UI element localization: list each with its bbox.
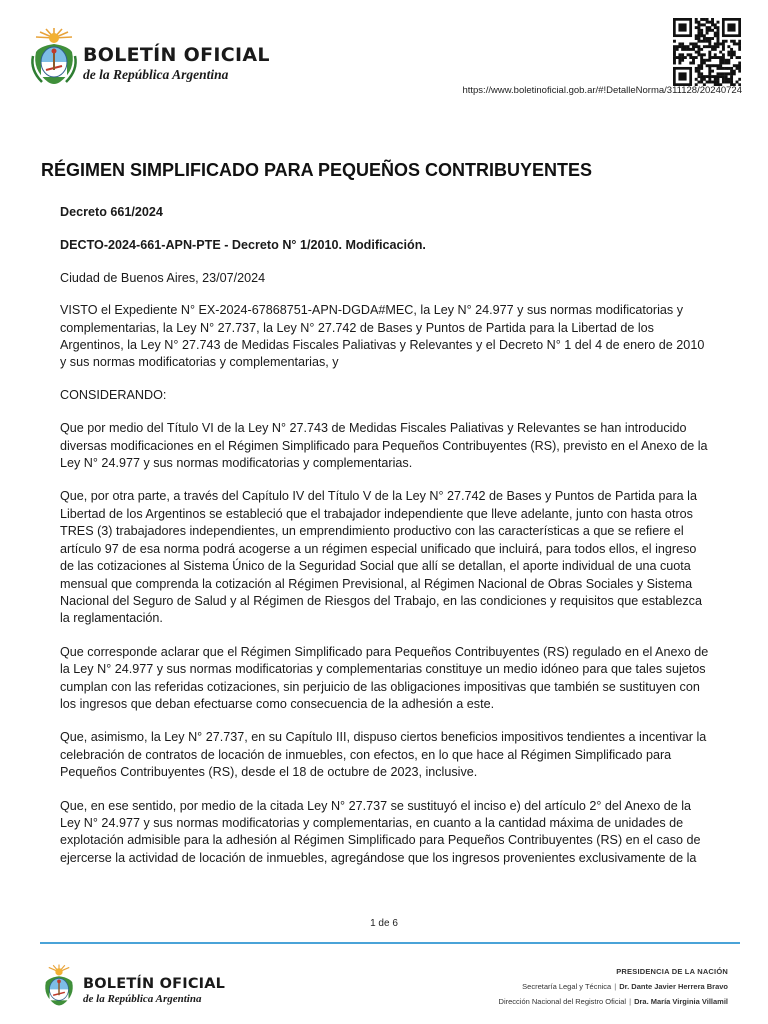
considerando-paragraph: Que, por otra parte, a través del Capítulo IV del Título V de la Ley N° 27.742 de Bases y Puntos de Partida para la Libertad de los Argentinos se estableció que el trabajador independiente que lleve adelante, junto con hasta otros TRES (3) trabajadores independientes, un emprendimiento productivo con las características a que se refiere el artículo 97 de esa norma podrá acogerse a un régimen especial unificado que incluirá, para todos ellos, el ingreso de las cotizaciones al Sistema Único de la Seguridad Social que allí se detallan, el aporte individual de una cuota mensual que comprenda la cotización al Régimen Previsional, al Régimen Nacional de Obras Sociales y Sistema Nacional del Seguro de Salud y al Régimen de Riesgos del Trabajo, en las condiciones y requisitos que establezca la reglamentación. (60, 489, 702, 626)
credit-person: Dra. María Virginia Villamil (634, 997, 728, 1006)
header-brand (83, 44, 270, 83)
coat-of-arms-icon (28, 26, 80, 86)
considerando-paragraph: Que por medio del Título VI de la Ley N° 27.743 de Medidas Fiscales Paliativas y Relevantes se han introducido diversas modificaciones en el Régimen Simplificado para Pequeños Contribuyentes (RS), previsto en el Anexo de la Ley N° 24.977 y sus normas modificatorias y complementarias. (60, 421, 708, 471)
document-url[interactable]: https://www.boletinoficial.gob.ar/#!DetalleNorma/311128/20240724 (462, 85, 742, 96)
credit-line-secretaria: Secretaría Legal y Técnica | Dr. Dante Javier Herrera Bravo (522, 982, 728, 991)
brand-subtitle: de la República Argentina (83, 67, 229, 82)
qr-code-icon (673, 18, 741, 86)
considerando-paragraph: Que, en ese sentido, por medio de la citada Ley N° 27.737 se sustituyó el inciso e) del artículo 2° del Anexo de la Ley N° 24.977 y sus normas modificatorias y complementarias, en cuanto a la cantidad máxima de unidades de explotación admisible para la adhesión al Régimen Simplificado para Pequeños Contribuyentes (RS) en el caso de ejercerse la actividad de locación de inmuebles, agregándose que los ingresos provenientes exclusivamente de la (60, 798, 701, 865)
footer-brand-title: BOLETÍN OFICIAL (83, 976, 226, 992)
credit-line-direccion: Dirección Nacional del Registro Oficial | Dra. María Virginia Villamil (498, 997, 728, 1006)
credit-org: Secretaría Legal y Técnica (522, 982, 612, 991)
decreto-number: Decreto 661/2024 (60, 205, 163, 219)
footer-brand (83, 976, 225, 1006)
footer-credits (499, 964, 728, 1009)
presidencia-label: PRESIDENCIA DE LA NACIÓN (616, 967, 728, 976)
document-body (60, 204, 710, 867)
footer-brand-subtitle: de la República Argentina (83, 993, 202, 1005)
considerando-paragraph: Que corresponde aclarar que el Régimen Simplificado para Pequeños Contribuyentes (RS) regulado en el Anexo de la Ley N° 24.977 y sus normas modificatorias y complementarias constituye un medio idóneo para que tales sujetos cumplan con las referidas cotizaciones, sin perjuicio de las obligaciones impositivas que también se sustituyen con los ingresos que deban efectuarse como consecuencia de la adhesión a este. (60, 644, 709, 711)
brand-title: BOLETÍN OFICIAL (83, 44, 270, 66)
page-number: 1 de 6 (370, 918, 398, 929)
document-title: RÉGIMEN SIMPLIFICADO PARA PEQUEÑOS CONTRIBUYENTES (41, 160, 593, 180)
decreto-code: DECTO-2024-661-APN-PTE - Decreto N° 1/2010. Modificación. (60, 238, 426, 253)
considerando-heading: CONSIDERANDO: (60, 387, 167, 402)
credit-org: Dirección Nacional del Registro Oficial (498, 997, 627, 1006)
coat-of-arms-icon (40, 961, 78, 1009)
considerando-paragraph: Que, asimismo, la Ley N° 27.737, en su Capítulo III, dispuso ciertos beneficios impositivos tendientes a incentivar la celebración de contratos de locación de inmuebles, con efectos, en lo que hace al Régimen Simplificado para Pequeños Contribuyentes (RS), desde el 18 de octubre de 2023, inclusive. (60, 730, 707, 780)
footer-divider (40, 942, 740, 944)
place-date: Ciudad de Buenos Aires, 23/07/2024 (60, 270, 266, 285)
visto-paragraph: VISTO el Expediente N° EX-2024-67868751-APN-DGDA#MEC, la Ley N° 24.977 y sus normas modificatorias y complementarias, la Ley N° 27.737, la Ley N° 27.742 de Bases y Puntos de Partida para la Libertad de los Argentinos, la Ley N° 27.743 de Medidas Fiscales Paliativas y Relevantes y el Decreto N° 1 del 4 de enero de 2010 y sus normas modificatorias y complementarias, y (60, 303, 705, 370)
credit-person: Dr. Dante Javier Herrera Bravo (619, 982, 728, 991)
